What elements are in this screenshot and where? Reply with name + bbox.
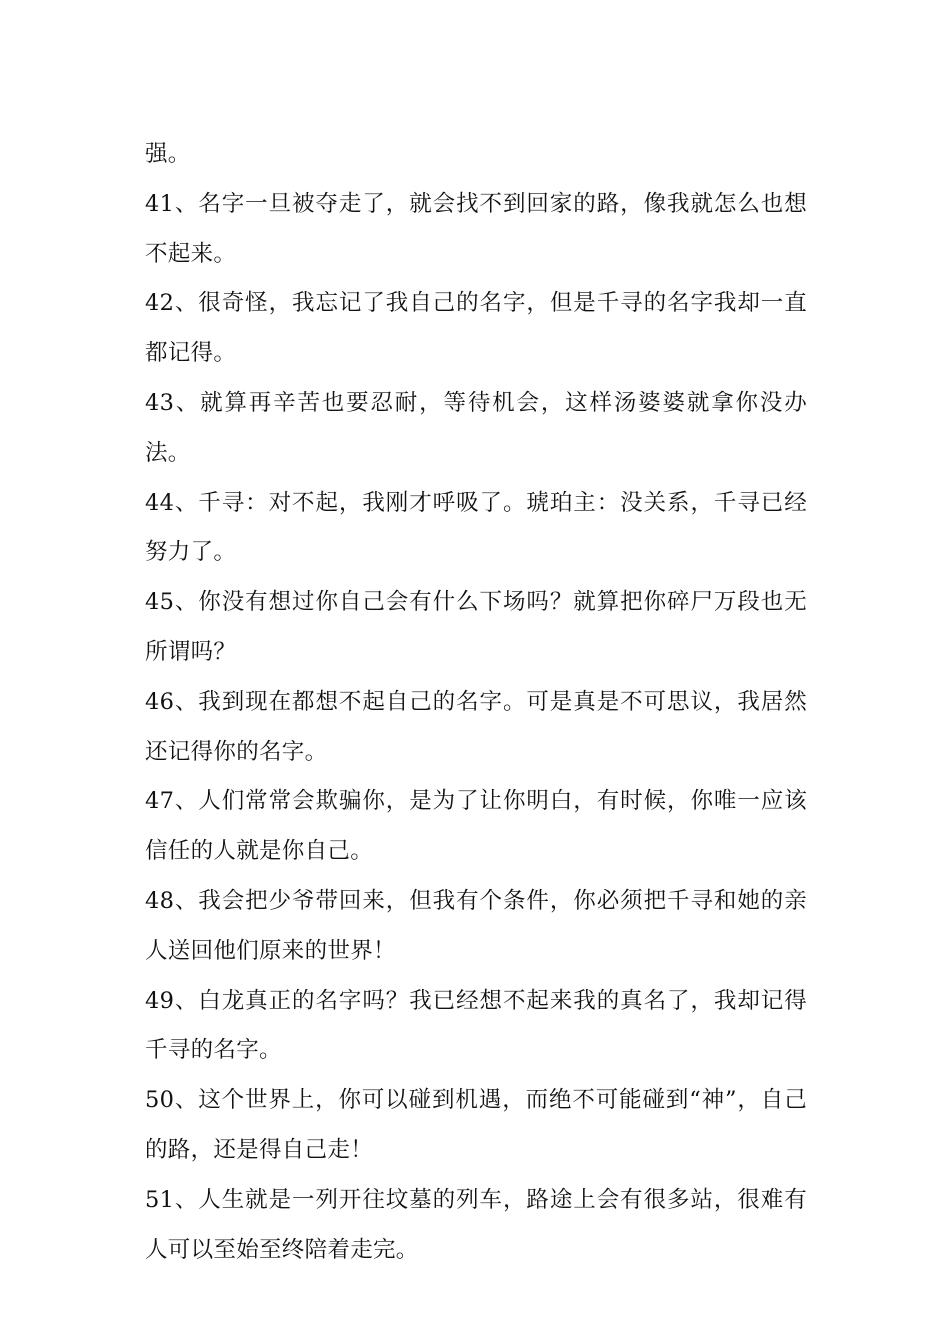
quote-48: 48、我会把少爷带回来，但我有个条件，你必须把千寻和她的亲人送回他们原来的世界！ (145, 887, 807, 964)
quote-42: 42、很奇怪，我忘记了我自己的名字，但是千寻的名字我却一直都记得。 (145, 290, 807, 367)
quote-47: 47、人们常常会欺骗你，是为了让你明白，有时候，你唯一应该信任的人就是你自己。 (145, 788, 807, 865)
paragraph-fragment: 强。 (145, 141, 191, 167)
quote-44: 44、千寻：对不起，我刚才呼吸了。琥珀主：没关系，千寻已经努力了。 (145, 489, 807, 566)
quote-41: 41、名字一旦被夺走了，就会找不到回家的路，像我就怎么也想不起来。 (145, 190, 807, 267)
quote-46: 46、我到现在都想不起自己的名字。可是真是不可思议，我居然还记得你的名字。 (145, 688, 807, 765)
quote-51: 51、人生就是一列开往坟墓的列车，路途上会有很多站，很难有人可以至始至终陪着走完。 (145, 1186, 807, 1263)
quote-49: 49、白龙真正的名字吗？我已经想不起来我的真名了，我却记得千寻的名字。 (145, 987, 807, 1064)
quote-50: 50、这个世界上，你可以碰到机遇，而绝不可能碰到“神”，自己的路，还是得自己走！ (145, 1087, 807, 1163)
document-body (145, 130, 807, 1275)
quote-43: 43、就算再辛苦也要忍耐，等待机会，这样汤婆婆就拿你没办法。 (145, 389, 807, 466)
quote-45: 45、你没有想过你自己会有什么下场吗？就算把你碎尸万段也无所谓吗？ (145, 589, 807, 665)
